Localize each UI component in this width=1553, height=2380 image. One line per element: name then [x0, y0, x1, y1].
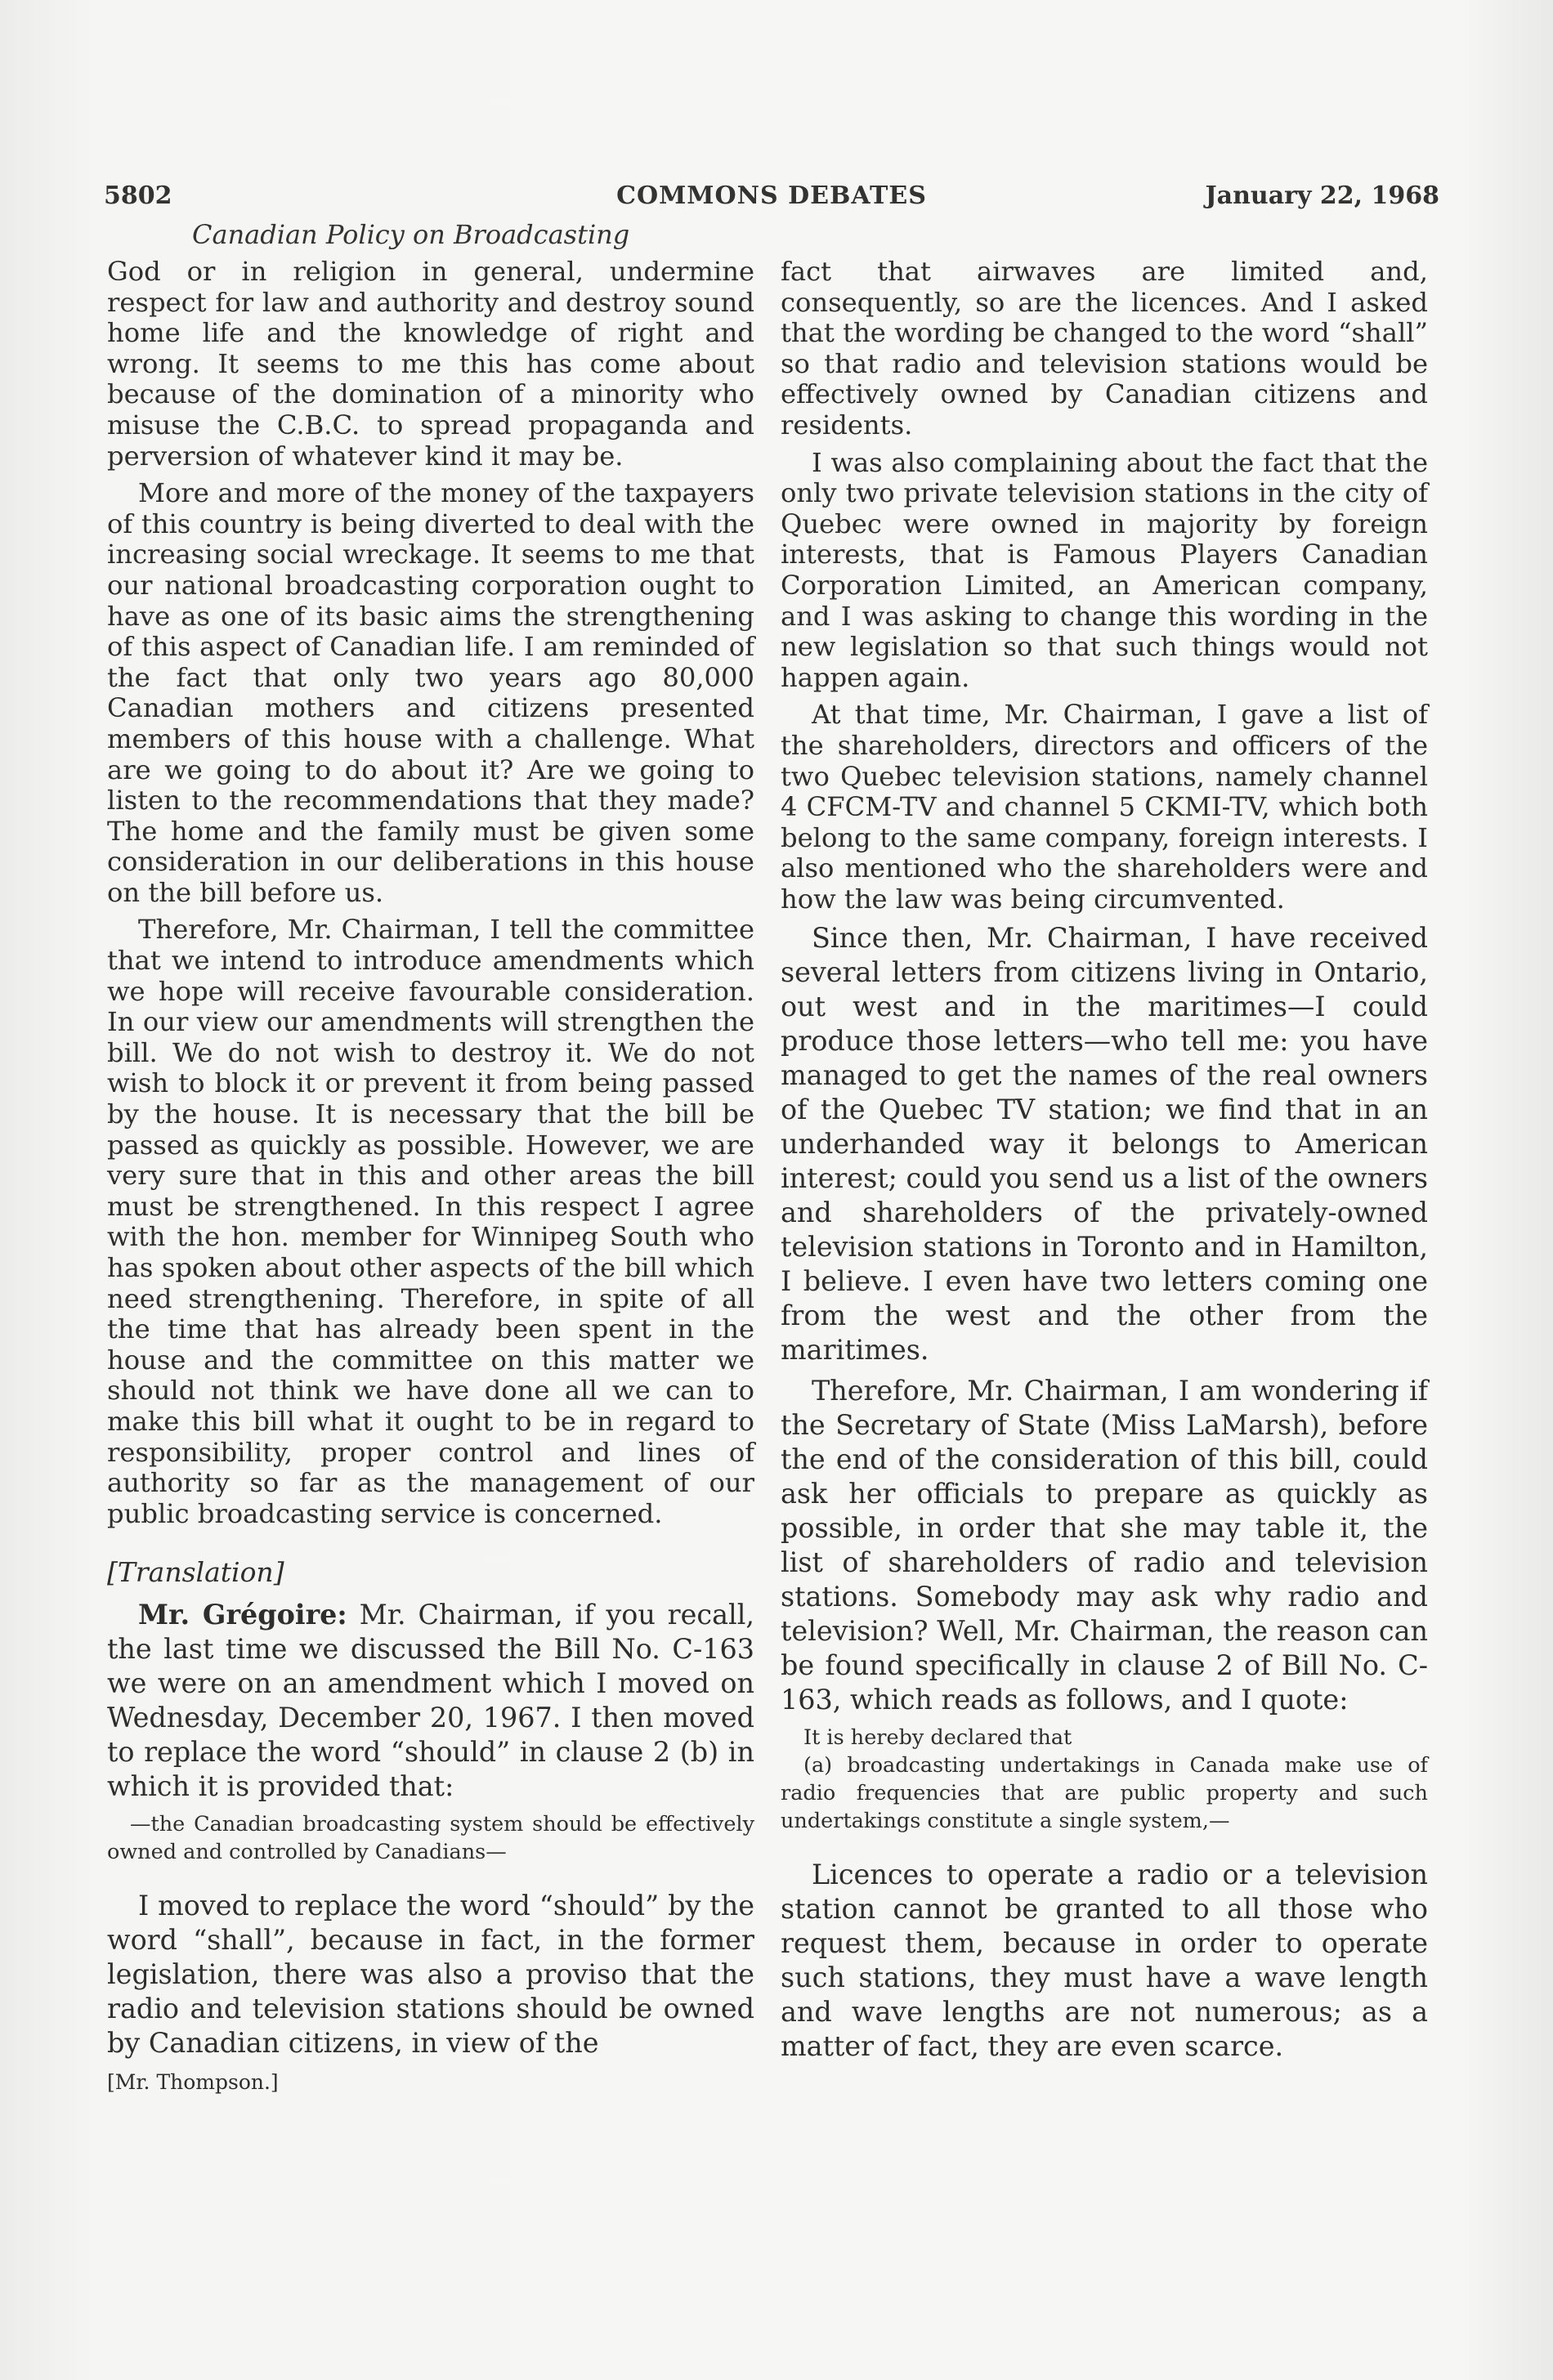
paragraph: Therefore, Mr. Chairman, I am wondering if the Secretary of State (Miss LaMarsh), before the end of the consideration of this bill, could ask her officials to prepare as quickly as possible, in order that she may table it, the list of shareholders of radio and television stations. Somebody may ask why radio and television? Well, Mr. Chairman, the reason can be found specifically in clause 2 of Bill No. C-163, which reads as follows, and I quote:: [781, 1375, 1428, 1716]
quote-text: It is hereby declared that: [803, 1725, 1072, 1751]
block-quote: [781, 1724, 1428, 1835]
paragraph: Therefore, Mr. Chairman, I tell the committee that we intend to introduce amendments which we hope will receive favourable consideration. In our view our amendments will strengthen the bill. We do not wish to destroy it. We do not wish to block it or prevent it from being passed by the house. It is necessary that the bill be passed as quickly as possible. However, we are very sure that in this and other areas the bill must be strengthened. In this respect I agree with the hon. member for Winnipeg South who has spoken about other aspects of the bill which need strengthening. Therefore, in spite of all the time that has already been spent in the house and the committee on this matter we should not think we have done all we can to make this bill what it ought to be in regard to responsibility, proper control and lines of authority so far as the management of our public broadcasting service is concerned.: [107, 914, 754, 1529]
paragraph: I was also complaining about the fact that the only two private television stations in the city of Quebec were owned in majority by foreign interests, that is Famous Players Canadian Corporation Limited, an American company, and I was asking to change this wording in the new legislation so that such things would not happen again.: [781, 446, 1428, 693]
right-column: [781, 257, 1428, 2070]
paragraph: I moved to replace the word “should” by the word “shall”, because in fact, in the former legislation, there was also a proviso that the radio and television stations should be owned by Canadian citizens, in view of the: [107, 1889, 754, 2059]
quote-text: —the Canadian broadcasting system should be effectively owned and controlled by Canadians—: [107, 1811, 754, 1864]
block-quote: [107, 1810, 754, 1866]
page-number: 5802: [104, 181, 172, 210]
paragraph: fact that airwaves are limited and, consequently, so are the licences. And I asked that the wording be changed to the word “shall” so that radio and television stations would be effectively owned by Canadian citizens and residents.: [781, 256, 1428, 441]
speaker-attribution: [Mr. Thompson.]: [107, 2069, 279, 2094]
paragraph: Since then, Mr. Chairman, I have received several letters from citizens living in Ontario, out west and in the maritimes—I could produce those letters—who tell me: you have managed to get the names of the real owners of the Quebec TV station; we find that in an underhanded way it belongs to American interest; could you send us a list of the owners and shareholders of the privately-owned television stations in Toronto and in Hamilton, I believe. I even have two letters coming one from the west and the other from the maritimes.: [781, 922, 1428, 1367]
page-header: [104, 181, 1439, 214]
page-date: January 22, 1968: [1205, 181, 1439, 210]
speaker-name: Mr. Grégoire:: [138, 1598, 347, 1631]
speech-text: Mr. Chairman, if you recall, the last time we discussed the Bill No. C-163 we were on an amendment which I moved on Wednesday, December 20, 1967. I then moved to replace the word “should” in clause 2 (b) in which it is provided that:: [107, 1598, 754, 1802]
paragraph: God or in religion in general, undermine respect for law and authority and destroy sound home life and the knowledge of right and wrong. It seems to me this has come about because of the domination of a minority who misuse the C.B.C. to spread propaganda and perversion of whatever kind it may be.: [107, 256, 754, 472]
paragraph: At that time, Mr. Chairman, I gave a list of the shareholders, directors and officers of the two Quebec television stations, namely channel 4 CFCM-TV and channel 5 CKMI-TV, which both belong to the same company, foreign interests. I also mentioned who the shareholders were and how the law was being circumvented.: [781, 699, 1428, 915]
paragraph: Licences to operate a radio or a television station cannot be granted to all those who request them, because in order to operate such stations, they must have a wave length and wave lengths are not numerous; as a matter of fact, they are even scarce.: [781, 1859, 1428, 2063]
left-column: [107, 257, 754, 2098]
paragraph: More and more of the money of the taxpayers of this country is being diverted to deal with the increasing social wreckage. It seems to me that our national broadcasting corporation ought to have as one of its basic aims the strengthening of this aspect of Canadian life. I am reminded of the fact that only two years ago 80,000 Canadian mothers and citizens presented members of this house with a challenge. What are we going to do about it? Are we going to listen to the recommendations that they made? The home and the family must be given some consideration in our deliberations in this house on the bill before us.: [107, 477, 754, 908]
section-subtitle: Canadian Policy on Broadcasting: [192, 219, 630, 250]
quote-text: (a) broadcasting undertakings in Canada make use of radio frequencies that are public property and such undertakings constitute a single system,—: [781, 1753, 1428, 1834]
translation-marker: [Translation]: [107, 1556, 284, 1589]
publication-title: COMMONS DEBATES: [616, 181, 927, 210]
paragraph: [107, 1598, 754, 1804]
